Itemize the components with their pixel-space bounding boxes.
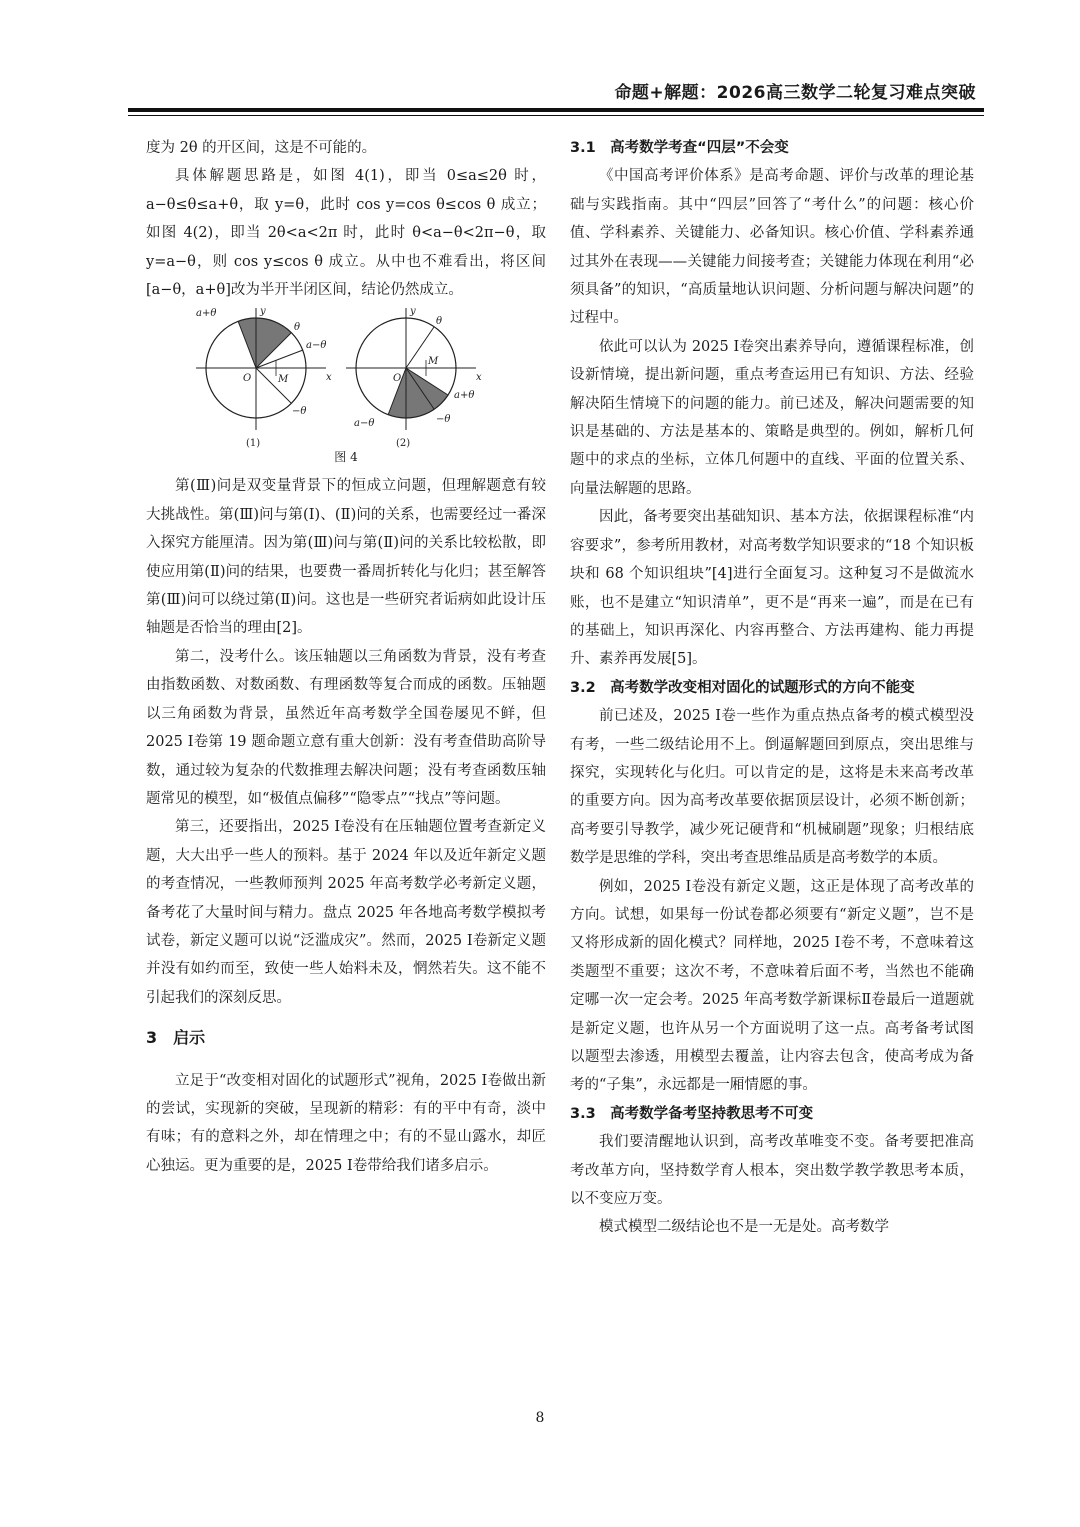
label-a-minus-theta: a−θ	[354, 418, 375, 430]
paragraph: 模式模型二级结论也不是一无是处。高考数学	[599, 1219, 889, 1236]
label-neg-theta: −θ	[292, 406, 307, 418]
label-O: O	[393, 373, 402, 385]
shaded-sector	[256, 318, 291, 368]
header-title: 命题+解题：2026高三数学二轮复习难点突破	[614, 83, 976, 103]
paragraph: 前已述及，2025 Ⅰ卷一些作为重点热点备考的模式模型没有考，一些二级结论用不上。倒逼解题回到原点，突出思维与探究，实现转化与化归。可以肯定的是，这将是未来高考改革的重要方向。因为高考改革要依据顶层设计，必须不断创新；高考要引导教学，减少死记硬背和“机械刷题”现象；归根结底数学是思维的学科，突出考查思维品质是高考数学的本质。	[570, 708, 974, 867]
paragraph: 第三，还要指出，2025 Ⅰ卷没有在压轴题位置考查新定义题，大大出乎一些人的预料。基于 2024 年以及近年新定义题的考查情况，一些教师预判 2025 年高考数学必考新定义题，备考花了大量时间与精力。盘点 2025 年各地高考数学模拟考试卷，新定义题可以说“泛滥成灾”。然而，2025 Ⅰ卷新定义题并没有如约而至，致使一些人始料未及，惘然若失。这不能不引起我们的深刻反思。	[146, 819, 546, 1006]
label-M: M	[428, 356, 439, 368]
header-rule-thin	[128, 115, 984, 116]
label-a-plus-theta: a+θ	[454, 390, 475, 402]
label-O: O	[243, 373, 252, 385]
paragraph: 具体解题思路是，如图 4(1)，即当 0≤a≤2θ 时，a−θ≤θ≤a+θ，取 y=θ，此时 cos y=cos θ≤cos θ 成立；如图 4(2)，即当 2θ<a<2π 时，此时 θ<a−θ<2π−θ，取 y=a−θ，则 cos y≤cos θ 成立。从中也不难看出，将区间[a−θ，a+θ]改为半开半闭区间，结论仍然成立。	[146, 168, 546, 299]
section-heading: 3 启示	[146, 1028, 206, 1048]
paragraph: 我们要清醒地认识到，高考改革唯变不变。备考要把准高考改革方向，坚持数学育人根本，突出数学教学教思考本质，以不变应万变。	[570, 1134, 974, 1208]
header-rule-thick	[128, 108, 984, 112]
left-column	[146, 134, 546, 1180]
figure-caption: 图 4	[334, 450, 358, 465]
page-number: 8	[535, 1410, 545, 1426]
paragraph: 依此可以认为 2025 Ⅰ卷突出素养导向，遵循课程标准，创设新情境，提出新问题，重点考查运用已有知识、方法、经验解决陌生情境下的问题的能力。前已述及，解决问题需要的知识是基础的、方法是基本的、策略是典型的。例如，解析几何题中的求点的坐标，立体几何题中的直线、平面的位置关系、向量法解题的思路。	[570, 338, 974, 497]
label-M: M	[278, 374, 289, 386]
label-theta: θ	[436, 316, 443, 328]
paragraph: 立足于“改变相对固化的试题形式”视角，2025 Ⅰ卷做出新的尝试，实现新的突破，呈现新的精彩：有的平中有奇，淡中有味；有的意料之外，却在情理之中；有的不显山露水，却匠心独运。更为重要的是，2025 Ⅰ卷带给我们诸多启示。	[146, 1072, 546, 1174]
paragraph: 度为 2θ 的开区间，这是不可能的。	[146, 140, 377, 156]
label-a-minus-theta: a−θ	[306, 340, 327, 352]
label-x: x	[326, 372, 332, 384]
paragraph: 第(Ⅲ)问是双变量背景下的恒成立问题，但理解题意有较大挑战性。第(Ⅲ)问与第(Ⅰ)、(Ⅱ)问的关系，也需要经过一番深入探究方能厘清。因为第(Ⅲ)问与第(Ⅱ)问的关系比较松散，即使应用第(Ⅱ)问的结果，也要费一番周折转化与化归；甚至解答第(Ⅲ)问可以绕过第(Ⅱ)问。这也是一些研究者诟病如此设计压轴题是否恰当的理由[2]。	[146, 478, 546, 637]
paragraph: 第二，没考什么。该压轴题以三角函数为背景，没有考查由指数函数、对数函数、有理函数等复合而成的函数。压轴题以三角函数为背景，虽然近年高考数学全国卷屡见不鲜，但 2025 Ⅰ卷第 19 题命题立意有重大创新：没有考查借助高阶导数，通过较为复杂的代数推理去解决问题；没有考查函数压轴题常见的模型，如“极值点偏移”“隐零点”“找点”等问题。	[146, 648, 546, 807]
subsection-heading: 3.1 高考数学考查“四层”不会变	[570, 140, 789, 156]
right-column	[570, 134, 974, 1242]
label-a-plus-theta: a+θ	[196, 308, 217, 320]
label-x: x	[476, 372, 482, 384]
paragraph: 例如，2025 Ⅰ卷没有新定义题，这正是体现了高考改革的方向。试想，如果每一份试卷都必须要有“新定义题”，岂不是又将形成新的固化模式？同样地，2025 Ⅰ卷不考，不意味着这类题型不重要；这次不考，不意味着后面不考，当然也不能确定哪一次一定会考。2025 年高考数学新课标Ⅱ卷最后一道题就是新定义题，也许从另一个方面说明了这一点。高考备考试图以题型去渗透，用模型去覆盖，让内容去包含，使高考成为备考的“子集”，永远都是一厢情愿的事。	[570, 878, 974, 1094]
figure-4	[146, 308, 546, 448]
label-theta: θ	[294, 322, 301, 334]
subsection-heading: 3.2 高考数学改变相对固化的试题形式的方向不能变	[570, 679, 915, 696]
figure-4-diagram	[146, 308, 546, 448]
subsection-heading: 3.3 高考数学备考坚持教思考不可变	[570, 1105, 814, 1122]
diagram-2	[346, 308, 482, 448]
paragraph: 因此，备考要突出基础知识、基本方法，依据课程标准“内容要求”，参考所用教材，对高考数学知识要求的“18 个知识板块和 68 个知识组块”[4]进行全面复习。这种复习不是做流水账，也不是建立“知识清单”，更不是“再来一遍”，而是在已有的基础上，知识再深化、内容再整合、方法再建构、能力再提升、素养再发展[5]。	[570, 509, 974, 668]
label-y: y	[410, 308, 416, 318]
diagram-1	[196, 308, 332, 448]
paragraph: 《中国高考评价体系》是高考命题、评价与改革的理论基础与实践指南。其中“四层”回答了“考什么”的问题：核心价值、学科素养、关键能力、必备知识。核心价值、学科素养通过其外在表现——关键能力间接考查；关键能力体现在利用“必须具备”的知识，“高质量地认识问题、分析问题与解决问题”的过程中。	[570, 168, 974, 327]
subcaption-2: (2)	[396, 438, 411, 449]
label-y: y	[260, 308, 266, 318]
label-neg-theta: −θ	[436, 414, 451, 426]
subcaption-1: (1)	[246, 438, 261, 449]
